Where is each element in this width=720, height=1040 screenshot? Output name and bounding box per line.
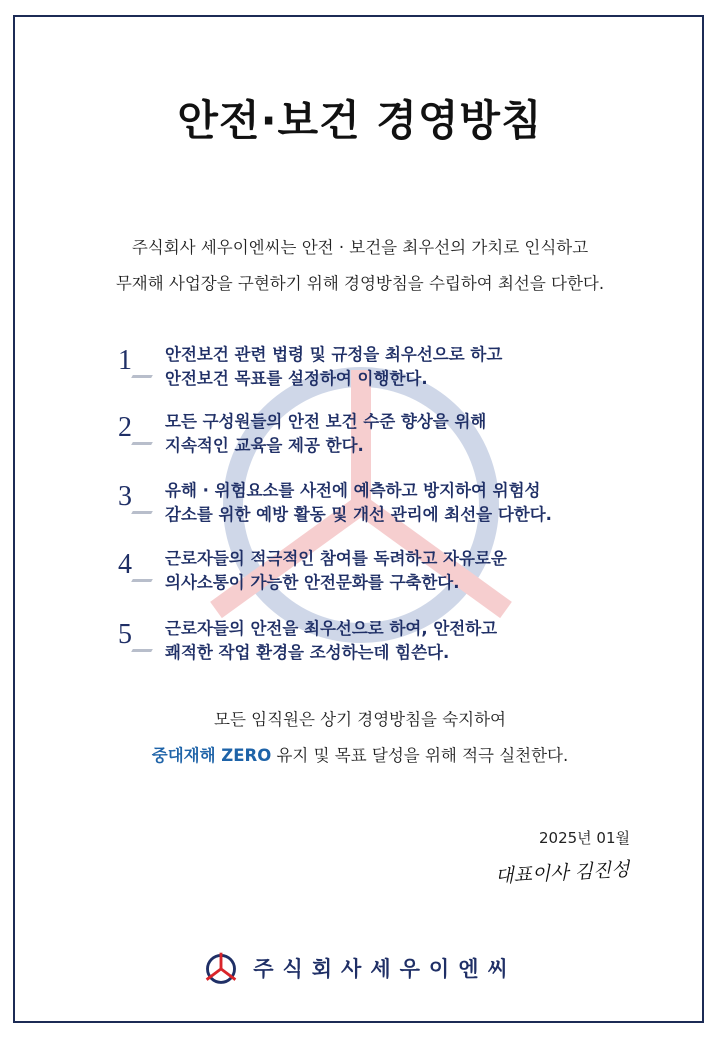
policy-item-number: 1 [118,345,132,376]
policy-item-text [165,410,635,458]
policy-item-line: 모든 구성원들의 안전 보건 수준 향상을 위해 [165,412,487,431]
policy-item-line: 안전보건 목표를 설정하여 이행한다. [165,369,428,388]
closing-line-2 [0,738,720,774]
policy-item-line: 지속적인 교육을 제공 한다. [165,436,364,455]
intro-paragraph [0,230,720,302]
page-title: 안전·보건 경영방침 [177,96,543,145]
policy-item-line: 쾌적한 작업 환경을 조성하는데 힘쓴다. [165,643,450,662]
policy-item-text [165,343,635,391]
intro-line-1: 주식회사 세우이엔씨는 안전 · 보건을 최우선의 가치로 인식하고 [131,238,589,257]
closing-line-1: 모든 임직원은 상기 경영방침을 숙지하여 [214,710,506,729]
policy-item-text [165,617,635,665]
policy-item-text [165,547,635,595]
zero-accident-highlight: 중대재해 ZERO [151,746,272,765]
policy-item-number: 5 [118,619,132,650]
issue-date: 2025년 01월 [538,829,630,847]
policy-item-number: 2 [118,412,132,443]
company-logo-icon [203,950,239,986]
policy-item-line: 감소를 위한 예방 활동 및 개선 관리에 최선을 다한다. [165,505,552,524]
ceo-signature: 대표이사 김진성 [495,858,631,888]
policy-item-number: 3 [118,481,132,512]
policy-item-number: 4 [118,549,132,580]
company-name: 주식회사세우이엔씨 [253,957,517,981]
policy-item-text [165,479,635,527]
policy-item-line: 근로자들의 안전을 최우선으로 하여, 안전하고 [165,619,498,638]
policy-item-line: 근로자들의 적극적인 참여를 독려하고 자유로운 [165,549,507,568]
intro-line-2: 무재해 사업장을 구현하기 위해 경영방침을 수립하여 최선을 다한다. [115,274,605,293]
policy-item-line: 의사소통이 가능한 안전문화를 구축한다. [165,573,460,592]
policy-item-line: 안전보건 관련 법령 및 규정을 최우선으로 하고 [165,345,503,364]
company-footer [0,950,720,986]
closing-line-2-rest: 유지 및 목표 달성을 위해 적극 실천한다. [271,746,569,765]
closing-statement [0,702,720,774]
policy-item-line: 유해 · 위험요소를 사전에 예측하고 방지하여 위험성 [165,481,541,500]
